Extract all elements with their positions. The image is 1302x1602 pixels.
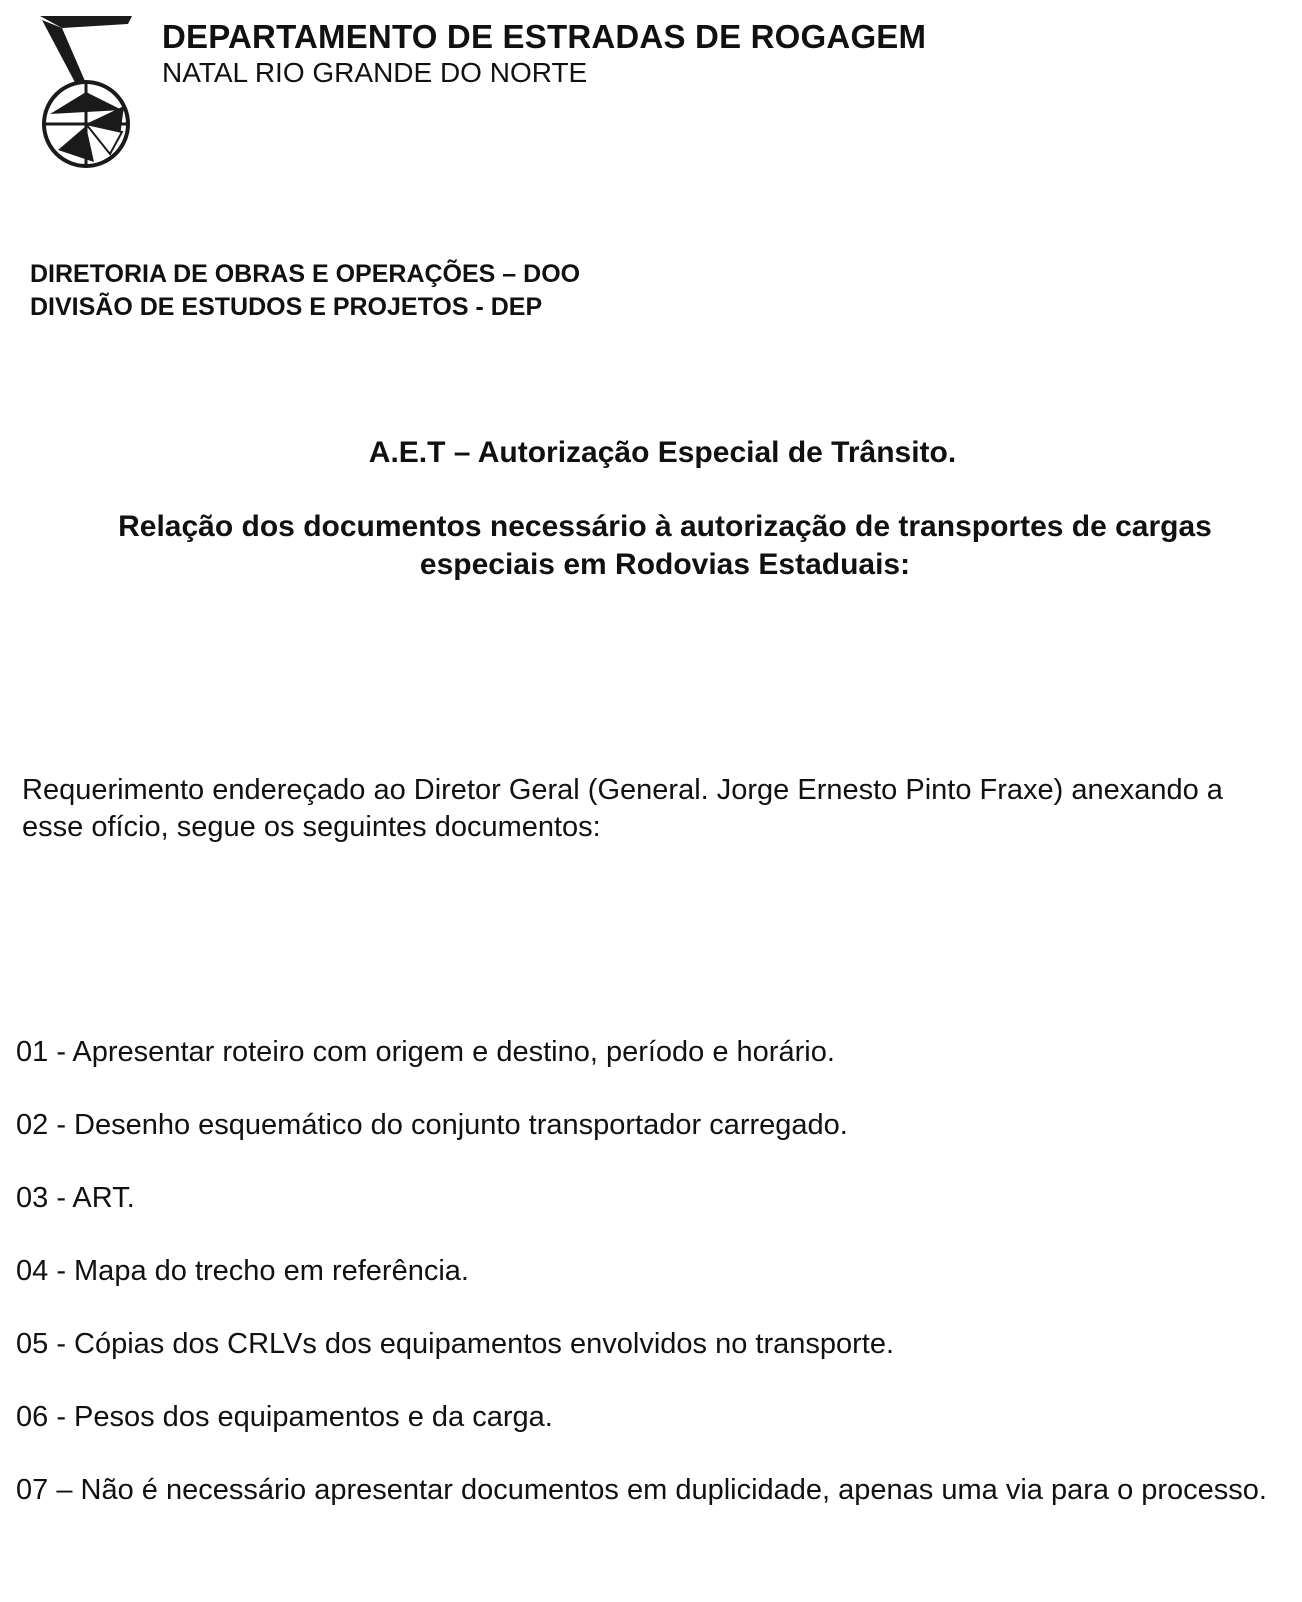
directorate-line: DIRETORIA DE OBRAS E OPERAÇÕES – DOO	[30, 260, 581, 288]
organization-name: DEPARTAMENTO DE ESTRADAS DE ROGAGEM	[162, 18, 927, 55]
list-item: 06 - Pesos dos equipamentos e da carga.	[16, 1401, 553, 1433]
list-item: 01 - Apresentar roteiro com origem e destino, período e horário.	[16, 1036, 835, 1068]
list-item: 02 - Desenho esquemático do conjunto transportador carregado.	[16, 1109, 848, 1141]
der-logo	[38, 14, 134, 170]
document-title: A.E.T – Autorização Especial de Trânsito.	[368, 436, 957, 469]
organization-location: NATAL RIO GRANDE DO NORTE	[162, 57, 588, 88]
intro-paragraph: Requerimento endereçado ao Diretor Geral (General. Jorge Ernesto Pinto Fraxe) anexando a esse ofício, segue os seguintes documentos:	[22, 774, 1223, 843]
document-subtitle: Relação dos documentos necessário à autorização de transportes de cargas especiais em Rodovias Estaduais:	[118, 510, 1212, 581]
directorate-block	[30, 258, 580, 324]
division-line: DIVISÃO DE ESTUDOS E PROJETOS - DEP	[30, 293, 543, 321]
requirements-list	[16, 1034, 1286, 1509]
list-item: 05 - Cópias dos CRLVs dos equipamentos envolvidos no transporte.	[16, 1328, 895, 1360]
list-item: 04 - Mapa do trecho em referência.	[16, 1255, 469, 1287]
list-item: 07 – Não é necessário apresentar documentos em duplicidade, apenas uma via para o processo.	[16, 1474, 1267, 1506]
list-item: 03 - ART.	[16, 1182, 135, 1214]
